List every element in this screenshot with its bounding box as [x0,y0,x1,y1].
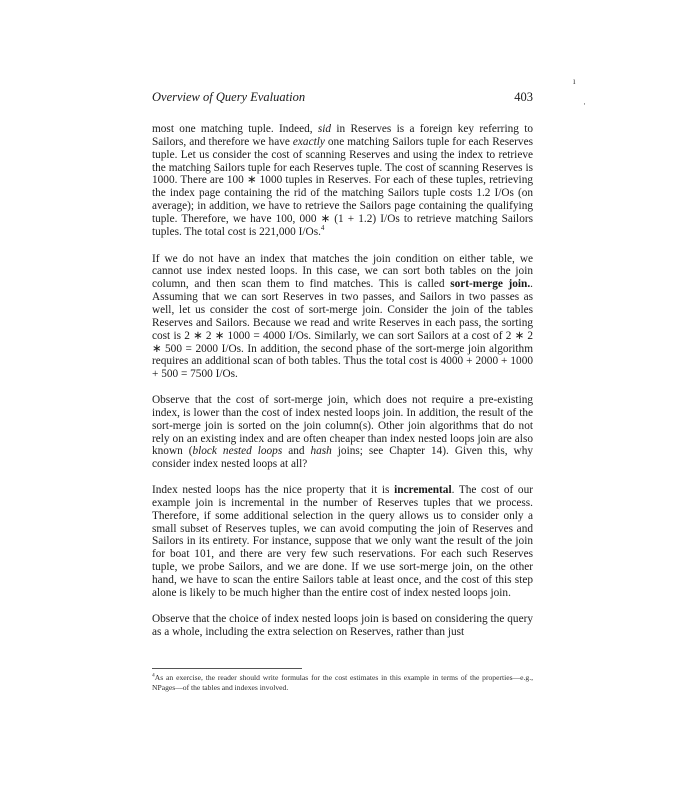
paragraph-2 [152,253,533,381]
scan-tick-mark: ı [573,76,576,86]
page-number: 403 [514,90,533,104]
paragraph-3-hash: hash [310,445,332,458]
paragraph-1-text-b: in Reserves is a foreign key referring to Sailors, and therefore we have [152,123,533,148]
paragraph-2-text-b: . Assuming that we can sort Reserves in two passes, and Sailors in two passes as well, let us consider the cost of sort-merge join. Consider the join of the tables Reserves and Sailors. Because we read and write Reserves in each pass, the sorting cost is 2 ∗ 2 ∗ 1000 = 4000 I/Os. Similarly, we can sort Sailors at a cost of 2 ∗ 2 ∗ 500 = 2000 I/Os. In addition, the second phase of the sort-merge join algorithm requires an additional scan of both tables. Thus the total cost is 4000 + 2000 + 1000 + 500 = 7500 I/Os. [152,278,533,381]
paragraph-2-term: sort-merge join. [450,278,531,291]
paragraph-2-text-a: If we do not have an index that matches the join condition on either table, we cannot use index nested loops. In this case, we can sort both tables on the join column, and then scan them to find matches. This is called [152,252,533,291]
paragraph-1-exactly: exactly [292,135,325,148]
paragraph-1-sid: sid [317,123,332,135]
paragraph-3-block-nested-loops: block nested loops [192,445,283,458]
paragraph-3 [152,394,533,471]
paragraph-3-text-a: Observe that the cost of sort-merge join, which does not require a pre-existing index, is lower than the cost of index nested loops join. In addition, the result of the sort-merge join is sorted on the join column(s). Other join algorithms that do not rely on an existing index and are often cheaper than index nested loops join are also known ( [152,394,533,458]
running-title: Overview of Query Evaluation [152,90,306,104]
footnote-divider [152,668,302,669]
paragraph-3-text-c: joins; see Chapter 14). Given this, why consider index nested loops at all? [152,445,533,471]
paragraph-4-text-a: Index nested loops has the nice property that it is [152,484,395,497]
paragraph-4-term: incremental [394,484,452,497]
scan-dot-mark: · [583,99,586,109]
paragraph-1 [152,123,533,239]
paragraph-4 [152,484,533,600]
page-header [152,90,533,106]
footnote-reference: 4 [320,223,325,232]
paragraph-5-text: Observe that the choice of index nested loops join is based on considering the query as a whole, including the extra selection on Reserves, rather than just [152,612,533,638]
footnote-text: As an exercise, the reader should write formulas for the cost estimates in this example in terms of the properties—e.g., NPages—of the tables and indexes involved. [152,673,533,692]
body-text [152,123,533,651]
paragraph-5 [152,613,533,639]
paragraph-1-text-a: most one matching tuple. Indeed, [152,123,318,135]
paragraph-3-text-b: and [282,445,311,458]
footnote [152,673,533,693]
paragraph-1-text-c: one matching Sailors tuple for each Reserves tuple. Let us consider the cost of scanning Reserves and using the index to retrieve the matching Sailors tuple for each Reserves tuple. The cost of scanning Reserves is 1000. There are 100 ∗ 1000 tuples in Reserves. For each of these tuples, retrieving the index page containing the rid of the matching Sailors tuple costs 1.2 I/Os (on average); in addition, we have to retrieve the Sailors page containing the qualifying tuple. Therefore, we have 100, 000 ∗ (1 + 1.2) I/Os to retrieve matching Sailors tuples. The total cost is 221,000 I/Os. [152,135,533,238]
footnote-mark: 4 [152,672,155,679]
paragraph-4-text-b: . The cost of our example join is incremental in the number of Reserves tuples that we process. Therefore, if some additional selection in the query allows us to consider only a small subset of Reserves tuples, we can avoid computing the join of Reserves and Sailors in its entirety. For instance, suppose that we only want the result of the join for boat 101, and there are very few such reservations. For each such Reserves tuple, we probe Sailors, and we are done. If we use sort-merge join, on the other hand, we have to scan the entire Sailors table at least once, and the cost of this step alone is likely to be much higher than the entire cost of index nested loops join. [152,484,533,599]
